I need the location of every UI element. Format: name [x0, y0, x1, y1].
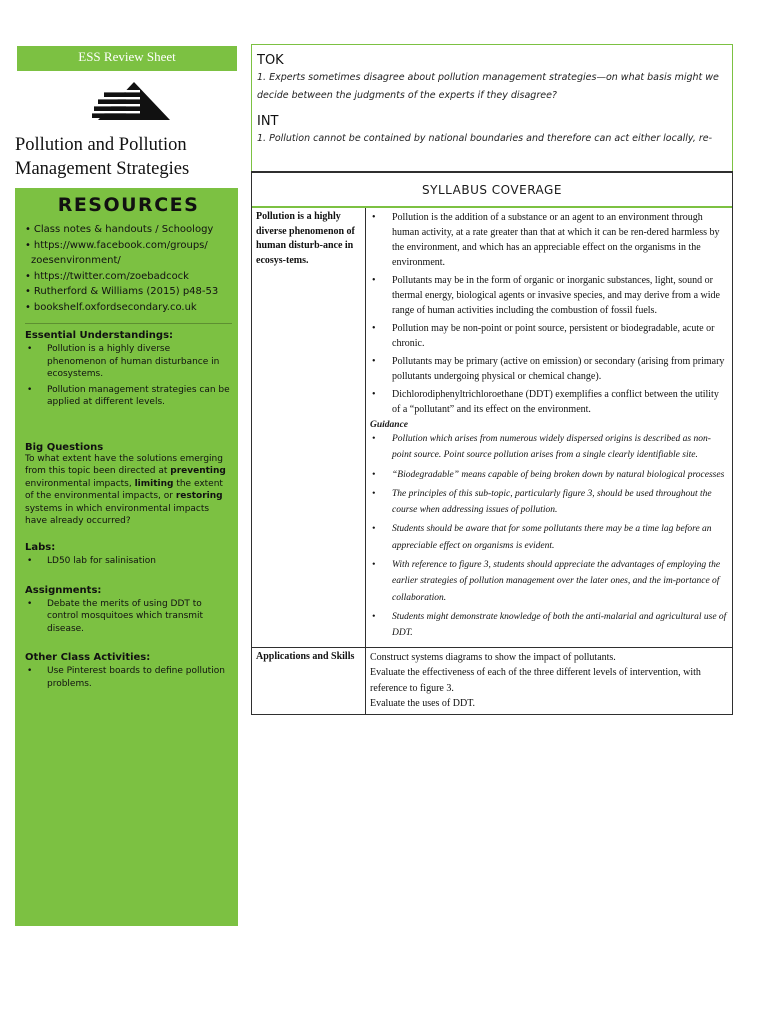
tok-heading: TOK	[257, 53, 284, 68]
resource-text: Class notes & handouts / Schoology	[33, 224, 214, 235]
application-line: Construct systems diagrams to show the impact of pollutants.	[370, 651, 616, 663]
syllabus-heading: SYLLABUS COVERAGE	[252, 173, 732, 208]
applications-label: Applications and Skills	[256, 650, 355, 662]
other-activities-list	[25, 665, 232, 690]
list-item: • “Biodegradable” means capable of being broken down by natural biological processes	[370, 467, 728, 483]
table-cell-content	[366, 208, 733, 647]
list-item: • LD50 lab for salinisation	[25, 555, 232, 568]
stepped-triangle-logo-icon	[92, 80, 172, 122]
assignments-list	[25, 598, 232, 636]
resource-item[interactable]: • https://twitter.com/zoebadcock	[25, 270, 189, 282]
facebook-link[interactable]: https://www.facebook.com/groups/	[33, 239, 208, 251]
int-text-line-1: 1. Pollution cannot be contained by national boundaries and therefore can act either locally, re-	[257, 133, 713, 144]
resource-text: Rutherford & Williams (2015) p48-53	[33, 286, 219, 297]
application-line: Evaluate the uses of DDT.	[370, 698, 476, 710]
list-item: • Dichlorodiphenyltrichloroethane (DDT) exemplifies a conflict between the utility of a “pollutant” and its effect on the environment.	[370, 387, 728, 417]
list-item: • Debate the merits of using DDT to control mosquitoes which transmit disease.	[25, 598, 232, 636]
assignments-heading: Assignments:	[25, 584, 102, 596]
big-q-text: environmental impacts,	[25, 478, 135, 489]
resource-item[interactable]	[25, 253, 232, 269]
table-cell-label	[252, 208, 366, 647]
list-item: • The principles of this sub-topic, particularly figure 3, should be used throughout the course when addressing issues of pollution.	[370, 486, 728, 519]
understandings-list	[370, 210, 728, 417]
table-row	[252, 647, 732, 714]
essential-understandings-list	[25, 343, 232, 409]
big-q-emphasis: restoring	[175, 491, 223, 502]
bookshelf-link[interactable]: bookshelf.oxfordsecondary.co.uk	[33, 301, 197, 313]
list-item: • Pollution is the addition of a substance or an agent to an environment through human activity, at a rate greater than that at which it can be ren-dered harmless by the environment, and which has an appreciable effect on the organisms in the environment.	[370, 210, 728, 270]
tok-int-panel	[251, 44, 733, 172]
list-item: • Pollution is a highly diverse phenomenon of human disturbance in ecosystems.	[25, 343, 232, 381]
labs-list	[25, 555, 232, 568]
list-item: • Pollutants may be primary (active on emission) or secondary (arising from primary pollutants undergoing physical or chemical change).	[370, 354, 728, 384]
resource-item[interactable]: • https://www.facebook.com/groups/	[25, 239, 208, 251]
list-item: • Pollution may be non-point or point source, persistent or biodegradable, acute or chronic.	[370, 321, 728, 351]
big-q-emphasis: preventing	[170, 466, 226, 477]
resources-list	[25, 222, 232, 315]
big-q-text: To what extent have the solutions emerging from this topic been directed at	[25, 453, 223, 477]
table-cell-label	[252, 647, 366, 714]
divider	[25, 323, 232, 324]
table-row	[252, 208, 732, 647]
list-item: • Pollution which arises from numerous widely dispersed origins is described as non-point source. Point source pollution arises from a single clearly identifiable site.	[370, 431, 728, 464]
other-activities-heading: Other Class Activities:	[25, 652, 151, 664]
list-item: • Students should be aware that for some pollutants there may be a time lag before an appreciable effect on organisms is evident.	[370, 521, 728, 554]
resource-item: • Class notes & handouts / Schoology	[25, 224, 214, 235]
twitter-link[interactable]: https://twitter.com/zoebadcock	[33, 270, 189, 282]
page-title-line-2: Management Strategies	[15, 159, 190, 179]
list-item: • Students might demonstrate knowledge of both the anti-malarial and agricultural use of DDT.	[370, 609, 728, 642]
syllabus-grid	[252, 208, 732, 714]
guidance-heading: Guidance	[370, 420, 408, 430]
essential-understandings-heading: Essential Understandings:	[25, 330, 174, 341]
resource-item[interactable]: • bookshelf.oxfordsecondary.co.uk	[25, 301, 197, 313]
tok-text-line-1: 1. Experts sometimes disagree about pollution management strategies—on what basis might we	[257, 72, 719, 83]
page-title	[15, 133, 239, 181]
big-q-emphasis: limiting	[134, 478, 174, 489]
list-item: • With reference to figure 3, students should appreciate the advantages of employing the earlier strategies of pollution management over the later ones, and the im-portance of collaboration.	[370, 557, 728, 606]
tok-text-line-2: decide between the judgments of the experts if they disagree?	[257, 90, 557, 101]
review-sheet-banner: ESS Review Sheet	[17, 46, 237, 71]
big-questions-text	[25, 453, 232, 529]
resources-heading: RESOURCES	[57, 194, 200, 216]
list-item: • Pollution management strategies can be applied at different levels.	[25, 384, 232, 409]
big-questions-heading: Big Questions	[25, 441, 104, 453]
list-item: • Use Pinterest boards to define pollution problems.	[25, 665, 232, 690]
list-item: • Pollutants may be in the form of organic or inorganic substances, light, sound or thermal energy, biological agents or invasive species, and may derive from a wide range of human activities including the combustion of fossil fuels.	[370, 273, 728, 318]
resources-sidebar	[15, 188, 238, 926]
application-line: Evaluate the effectiveness of each of the three different levels of intervention, with reference to figure 3.	[370, 667, 701, 694]
facebook-link-continued[interactable]: zoesenvironment/	[31, 255, 121, 266]
table-cell-content	[366, 647, 733, 714]
resource-item: • Rutherford & Williams (2015) p48-53	[25, 286, 219, 297]
page-title-line-1: Pollution and Pollution	[15, 135, 187, 155]
guidance-list	[370, 431, 728, 642]
int-heading: INT	[257, 114, 279, 129]
big-q-text: the extent of the environmental impacts, or	[25, 478, 223, 502]
syllabus-coverage-table	[251, 171, 733, 715]
big-q-text: systems in which environmental impacts have already occurred?	[25, 503, 210, 527]
labs-heading: Labs:	[25, 542, 56, 554]
understandings-label: Pollution is a highly diverse phenomenon of human disturb-ance in ecosys-tems.	[256, 211, 355, 266]
